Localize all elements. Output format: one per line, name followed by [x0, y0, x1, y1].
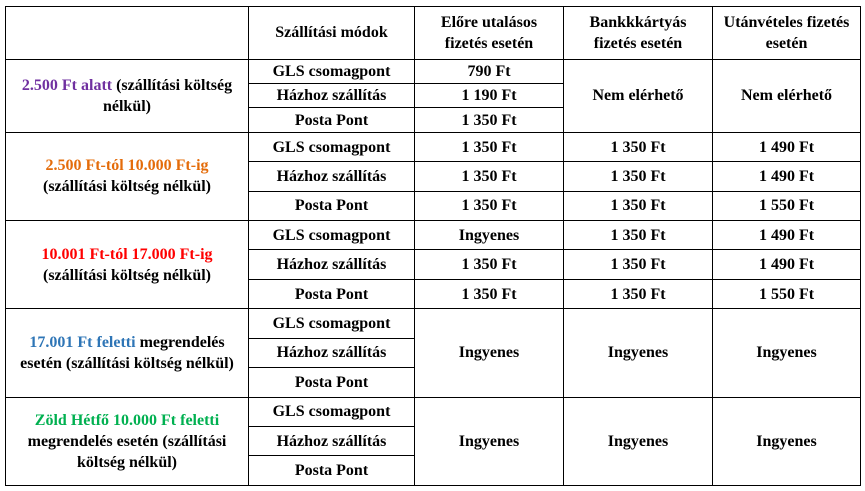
tier-2-amount: 2.500 Ft-tól 10.000 Ft-ig	[45, 157, 209, 175]
tier-1-label	[6, 59, 249, 132]
method-home: Házhoz szállítás	[249, 162, 415, 191]
price-cell: 1 350 Ft	[415, 279, 564, 308]
price-cell: 1 350 Ft	[564, 132, 713, 161]
tier-3-note: (szállítási költség nélkül)	[42, 266, 211, 284]
tier-3-label	[6, 221, 249, 309]
method-gls: GLS csomagpont	[249, 397, 415, 426]
method-gls: GLS csomagpont	[249, 221, 415, 250]
price-cell: 1 350 Ft	[564, 221, 713, 250]
header-prepaid-payment: Előre utalásos fizetés esetén	[415, 7, 564, 60]
price-cell: 1 490 Ft	[713, 221, 861, 250]
table-row	[6, 132, 861, 161]
method-gls: GLS csomagpont	[249, 59, 415, 83]
price-cell: 1 490 Ft	[713, 250, 861, 279]
tier-5-label	[6, 397, 249, 485]
price-cell: Ingyenes	[415, 221, 564, 250]
price-cell: 1 350 Ft	[564, 279, 713, 308]
shipping-cost-table	[5, 6, 861, 486]
tier-4-amount: 17.001 Ft feletti	[29, 333, 136, 351]
price-cell: 1 190 Ft	[415, 84, 564, 108]
price-cell-free: Ingyenes	[564, 397, 713, 485]
tier-4-label	[6, 309, 249, 397]
price-cell-free: Ingyenes	[564, 309, 713, 397]
price-cell-free: Ingyenes	[713, 397, 861, 485]
tier-2-label	[6, 132, 249, 220]
price-cell-free: Ingyenes	[415, 309, 564, 397]
method-posta: Posta Pont	[249, 456, 415, 486]
tier-3-amount: 10.001 Ft-tól 17.000 Ft-ig	[41, 245, 213, 263]
price-cell: 1 350 Ft	[564, 162, 713, 191]
price-cell: 790 Ft	[415, 59, 564, 83]
price-cell: 1 350 Ft	[415, 250, 564, 279]
price-cell-free: Ingyenes	[415, 397, 564, 485]
table-row	[6, 309, 861, 338]
price-cell: 1 490 Ft	[713, 162, 861, 191]
method-gls: GLS csomagpont	[249, 309, 415, 338]
price-cell-unavailable: Nem elérhető	[713, 59, 861, 132]
price-cell: 1 350 Ft	[564, 191, 713, 220]
price-cell: 1 550 Ft	[713, 279, 861, 308]
tier-4-note: megrendelés esetén (szállítási költség nélkül)	[20, 333, 234, 372]
method-home: Házhoz szállítás	[249, 427, 415, 456]
header-cod-payment: Utánvételes fizetés esetén	[713, 7, 861, 60]
tier-1-amount: 2.500 Ft alatt	[21, 76, 113, 94]
header-row	[6, 7, 861, 60]
method-posta: Posta Pont	[249, 191, 415, 220]
price-cell-free: Ingyenes	[713, 309, 861, 397]
header-shipping-methods: Szállítási módok	[249, 7, 415, 60]
price-cell-unavailable: Nem elérhető	[564, 59, 713, 132]
header-card-payment: Bankkkártyás fizetés esetén	[564, 7, 713, 60]
method-home: Házhoz szállítás	[249, 338, 415, 367]
price-cell: 1 350 Ft	[415, 191, 564, 220]
method-gls: GLS csomagpont	[249, 132, 415, 161]
header-corner-cell	[6, 7, 249, 60]
tier-2-note: (szállítási költség nélkül)	[42, 178, 211, 196]
table-row	[6, 221, 861, 250]
tier-5-amount: Zöld Hétfő 10.000 Ft feletti	[34, 411, 220, 429]
method-posta: Posta Pont	[249, 279, 415, 308]
price-cell: 1 550 Ft	[713, 191, 861, 220]
price-cell: 1 350 Ft	[415, 108, 564, 132]
price-cell: 1 350 Ft	[415, 162, 564, 191]
table-row	[6, 59, 861, 83]
price-cell: 1 350 Ft	[564, 250, 713, 279]
method-posta: Posta Pont	[249, 108, 415, 132]
method-home: Házhoz szállítás	[249, 250, 415, 279]
price-cell: 1 350 Ft	[415, 132, 564, 161]
method-posta: Posta Pont	[249, 368, 415, 397]
tier-1-note: (szállítási költség nélkül)	[102, 76, 233, 115]
tier-5-note: megrendelés esetén (szállítási költség nélkül)	[27, 432, 227, 471]
method-home: Házhoz szállítás	[249, 84, 415, 108]
table-row	[6, 397, 861, 426]
price-cell: 1 490 Ft	[713, 132, 861, 161]
